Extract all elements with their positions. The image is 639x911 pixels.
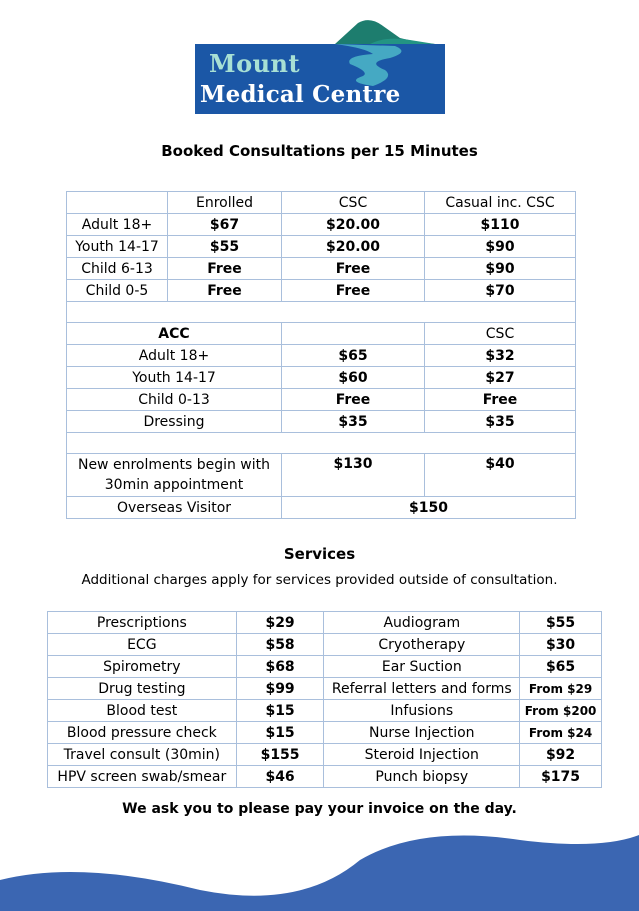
spacer-cell — [67, 302, 576, 323]
price-cell: $29 — [236, 612, 324, 634]
service-name: Cryotherapy — [324, 634, 520, 656]
header-cell — [67, 192, 168, 214]
price-cell: $40 — [425, 454, 576, 497]
table-row — [67, 236, 576, 258]
price-cell: $90 — [425, 258, 576, 280]
price-cell: $150 — [282, 497, 576, 519]
page-title: Booked Consultations per 15 Minutes — [161, 142, 478, 160]
spacer-row — [67, 433, 576, 454]
price-cell: $35 — [425, 411, 576, 433]
table-row — [48, 612, 602, 634]
services-note: Additional charges apply for services provided outside of consultation. — [81, 572, 558, 588]
price-cell: $99 — [236, 678, 324, 700]
header-cell: CSC — [282, 192, 425, 214]
price-cell: $155 — [236, 744, 324, 766]
row-label: Adult 18+ — [67, 345, 282, 367]
header-cell — [282, 323, 425, 345]
table-row — [67, 411, 576, 433]
price-cell: $65 — [282, 345, 425, 367]
table-row — [67, 323, 576, 345]
service-name: Blood test — [48, 700, 237, 722]
service-name: Audiogram — [324, 612, 520, 634]
table-row — [48, 766, 602, 788]
clinic-logo — [195, 14, 445, 114]
price-cell: $20.00 — [282, 214, 425, 236]
price-cell: $92 — [520, 744, 602, 766]
price-cell: $67 — [168, 214, 282, 236]
price-cell: $70 — [425, 280, 576, 302]
row-label: Child 0-13 — [67, 389, 282, 411]
enrolment-label: New enrolments begin with 30min appointment — [67, 454, 282, 497]
price-cell: Free — [168, 258, 282, 280]
table-row — [67, 192, 576, 214]
price-cell: $90 — [425, 236, 576, 258]
spacer-cell — [67, 433, 576, 454]
price-cell: $130 — [282, 454, 425, 497]
logo-line2: Medical Centre — [200, 81, 401, 108]
table-row — [48, 722, 602, 744]
service-name: Prescriptions — [48, 612, 237, 634]
table-row — [67, 367, 576, 389]
table-row — [48, 678, 602, 700]
table-row — [67, 497, 576, 519]
service-name: HPV screen swab/smear — [48, 766, 237, 788]
row-label: Adult 18+ — [67, 214, 168, 236]
price-cell: $60 — [282, 367, 425, 389]
service-name: Referral letters and forms — [324, 678, 520, 700]
price-cell: $27 — [425, 367, 576, 389]
price-cell: $55 — [168, 236, 282, 258]
service-name: ECG — [48, 634, 237, 656]
service-name: Steroid Injection — [324, 744, 520, 766]
header-cell: CSC — [425, 323, 576, 345]
service-name: Drug testing — [48, 678, 237, 700]
table-row — [48, 700, 602, 722]
price-cell: $32 — [425, 345, 576, 367]
price-cell: $110 — [425, 214, 576, 236]
row-label: Child 6-13 — [67, 258, 168, 280]
row-label: Overseas Visitor — [67, 497, 282, 519]
header-cell: Casual inc. CSC — [425, 192, 576, 214]
consultation-table — [66, 191, 576, 519]
price-cell: $65 — [520, 656, 602, 678]
logo-line1: Mount — [209, 49, 301, 78]
table-row — [67, 258, 576, 280]
table-row — [67, 345, 576, 367]
row-label: Child 0-5 — [67, 280, 168, 302]
row-label: Dressing — [67, 411, 282, 433]
price-cell: $68 — [236, 656, 324, 678]
price-cell: From $24 — [520, 722, 602, 744]
table-row — [67, 389, 576, 411]
price-cell: $58 — [236, 634, 324, 656]
price-cell: Free — [282, 258, 425, 280]
acc-header: ACC — [67, 323, 282, 345]
price-cell: $15 — [236, 722, 324, 744]
price-cell: From $29 — [520, 678, 602, 700]
service-name: Infusions — [324, 700, 520, 722]
table-row — [67, 280, 576, 302]
payment-note: We ask you to please pay your invoice on the day. — [122, 801, 517, 817]
row-label: Youth 14-17 — [67, 236, 168, 258]
price-cell: $46 — [236, 766, 324, 788]
row-label: Youth 14-17 — [67, 367, 282, 389]
price-cell: $35 — [282, 411, 425, 433]
price-cell: $20.00 — [282, 236, 425, 258]
price-cell: $175 — [520, 766, 602, 788]
service-name: Nurse Injection — [324, 722, 520, 744]
service-name: Punch biopsy — [324, 766, 520, 788]
price-cell: Free — [282, 389, 425, 411]
table-row — [48, 656, 602, 678]
price-cell: $15 — [236, 700, 324, 722]
price-cell: Free — [168, 280, 282, 302]
table-row — [67, 214, 576, 236]
price-cell: $55 — [520, 612, 602, 634]
price-cell: $30 — [520, 634, 602, 656]
service-name: Spirometry — [48, 656, 237, 678]
price-cell: From $200 — [520, 700, 602, 722]
price-cell: Free — [425, 389, 576, 411]
spacer-row — [67, 302, 576, 323]
services-table — [47, 611, 602, 788]
decorative-wave — [0, 820, 639, 911]
price-cell: Free — [282, 280, 425, 302]
header-cell: Enrolled — [168, 192, 282, 214]
table-row — [48, 634, 602, 656]
table-row — [48, 744, 602, 766]
services-title: Services — [283, 545, 356, 563]
service-name: Travel consult (30min) — [48, 744, 237, 766]
table-row — [67, 454, 576, 497]
service-name: Ear Suction — [324, 656, 520, 678]
service-name: Blood pressure check — [48, 722, 237, 744]
